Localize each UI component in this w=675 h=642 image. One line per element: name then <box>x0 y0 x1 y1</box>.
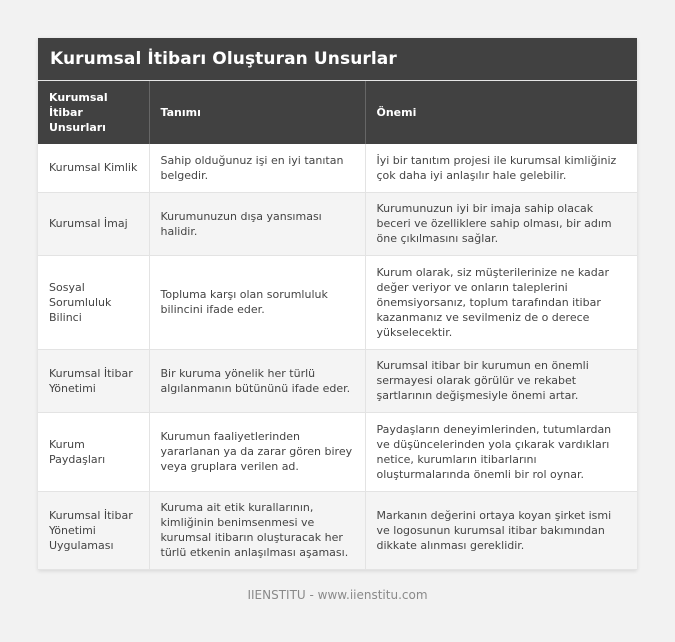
cell-unsur: Kurumsal İtibar Yönetimi Uygulaması <box>38 491 149 569</box>
data-table <box>38 81 637 570</box>
cell-onem: Kurumsal itibar bir kurumun en önemli sermayesi olarak görülür ve rekabet şartlarının değişmesiyle önemi artar. <box>365 349 637 412</box>
cell-unsur: Kurumsal İtibar Yönetimi <box>38 349 149 412</box>
column-header-unsurlar: Kurumsal İtibar Unsurları <box>38 81 149 144</box>
column-header-onemi: Önemi <box>365 81 637 144</box>
cell-onem: Kurum olarak, siz müşterilerinize ne kadar değer veriyor ve onların taleplerini önemsiyorsanız, toplum tarafından itibar kazanmanız ve sevilmeniz de o derece yükselecektir. <box>365 255 637 349</box>
table-card <box>38 38 637 570</box>
cell-unsur: Kurumsal Kimlik <box>38 144 149 192</box>
table-header-row <box>38 81 637 144</box>
column-header-tanimi: Tanımı <box>149 81 365 144</box>
table-row <box>38 349 637 412</box>
cell-tanim: Kuruma ait etik kurallarının, kimliğinin benimsenmesi ve kurumsal itibarın oluşturacak her türlü etkenin anlaşılması aşaması. <box>149 491 365 569</box>
footer-credit: IIENSTITU - www.iienstitu.com <box>247 588 428 602</box>
table-row <box>38 255 637 349</box>
cell-onem: Paydaşların deneyimlerinden, tutumlardan ve düşüncelerinden yola çıkarak vardıkları netice, kurumların itibarlarını oluşturmalarında önemli bir rol oynar. <box>365 412 637 491</box>
cell-onem: İyi bir tanıtım projesi ile kurumsal kimliğiniz çok daha iyi anlaşılır hale gelebilir. <box>365 144 637 192</box>
table-row <box>38 491 637 569</box>
cell-tanim: Kurumunuzun dışa yansıması halidir. <box>149 192 365 255</box>
cell-tanim: Sahip olduğunuz işi en iyi tanıtan belgedir. <box>149 144 365 192</box>
page-title: Kurumsal İtibarı Oluşturan Unsurlar <box>50 49 397 69</box>
table-row <box>38 412 637 491</box>
cell-tanim: Kurumun faaliyetlerinden yararlanan ya da zarar gören birey veya gruplara verilen ad. <box>149 412 365 491</box>
table-row <box>38 144 637 192</box>
cell-unsur: Kurumsal İmaj <box>38 192 149 255</box>
cell-onem: Kurumunuzun iyi bir imaja sahip olacak beceri ve özelliklere sahip olması, bir adım öne çıkılmasını sağlar. <box>365 192 637 255</box>
cell-unsur: Kurum Paydaşları <box>38 412 149 491</box>
cell-unsur: Sosyal Sorumluluk Bilinci <box>38 255 149 349</box>
table-row <box>38 192 637 255</box>
cell-tanim: Bir kuruma yönelik her türlü algılanmanın bütününü ifade eder. <box>149 349 365 412</box>
cell-tanim: Topluma karşı olan sorumluluk bilincini ifade eder. <box>149 255 365 349</box>
title-bar <box>38 38 637 81</box>
cell-onem: Markanın değerini ortaya koyan şirket ismi ve logosunun kurumsal itibar bakımından dikkate alınması gereklidir. <box>365 491 637 569</box>
